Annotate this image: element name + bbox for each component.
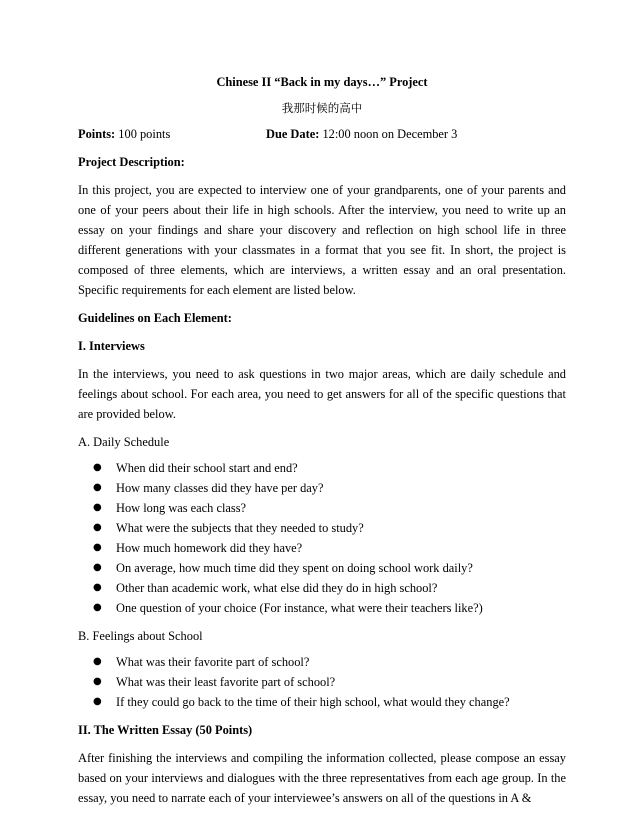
document-title: Chinese II “Back in my days…” Project [216, 75, 428, 89]
list-item: ● What was their favorite part of school? [78, 652, 566, 672]
list-item: ● Other than academic work, what else did they do in high school? [78, 578, 566, 598]
due-date [266, 124, 457, 144]
section-b-label: B. Feelings about School [78, 629, 203, 643]
bullet-icon: ● [93, 602, 102, 613]
bullet-icon: ● [93, 582, 102, 593]
bullet-icon: ● [93, 656, 102, 667]
interviews-text: In the interviews, you need to ask questions in two major areas, which are daily schedule and feelings about school. For each area, you need to get answers for all of the specific questions that are provided below. [78, 367, 566, 421]
bullet-icon: ● [93, 542, 102, 553]
meta-row [78, 124, 566, 144]
section-a-label: A. Daily Schedule [78, 435, 170, 449]
due-label: Due Date: [266, 127, 320, 141]
list-item: ● How many classes did they have per day? [78, 478, 566, 498]
document-subtitle: 我那时候的高中 [281, 101, 363, 115]
description-heading: Project Description: [78, 155, 185, 169]
essay-heading: II. The Written Essay (50 Points) [78, 723, 253, 737]
section-b-list [78, 652, 566, 712]
list-item: ● What were the subjects that they needed to study? [78, 518, 566, 538]
bullet-icon: ● [93, 502, 102, 513]
interviews-heading: I. Interviews [78, 339, 145, 353]
list-item: ● On average, how much time did they spent on doing school work daily? [78, 558, 566, 578]
points-label: Points: [78, 127, 116, 141]
bullet-icon: ● [93, 462, 102, 473]
list-item: ● What was their least favorite part of school? [78, 672, 566, 692]
list-item: ● When did their school start and end? [78, 458, 566, 478]
bullet-icon: ● [93, 676, 102, 687]
bullet-icon: ● [93, 482, 102, 493]
essay-text: After finishing the interviews and compiling the information collected, please compose an essay based on your interviews and dialogues with the three representatives from each age group. In the essay, you need to narrate each of your interviewee’s answers on all of the questions in A & [78, 751, 566, 805]
list-item: ● How much homework did they have? [78, 538, 566, 558]
section-a-list [78, 458, 566, 618]
due-value: 12:00 noon on December 3 [322, 127, 458, 141]
bullet-icon: ● [93, 562, 102, 573]
bullet-icon: ● [93, 696, 102, 707]
guidelines-heading: Guidelines on Each Element: [78, 311, 232, 325]
description-text: In this project, you are expected to interview one of your grandparents, one of your parents and one of your peers about their life in high schools. After the interview, you need to write up an essay on your findings and share your discovery and reflection on high school life in three different generations with your classmates in a format that you see fit. In short, the project is composed of three elements, which are interviews, a written essay and an oral presentation. Specific requirements for each element are listed below. [78, 183, 566, 297]
bullet-icon: ● [93, 522, 102, 533]
list-item: ● If they could go back to the time of their high school, what would they change? [78, 692, 566, 712]
list-item: ● How long was each class? [78, 498, 566, 518]
list-item: ● One question of your choice (For instance, what were their teachers like?) [78, 598, 566, 618]
points-value: 100 points [118, 127, 171, 141]
document-page [78, 72, 566, 808]
